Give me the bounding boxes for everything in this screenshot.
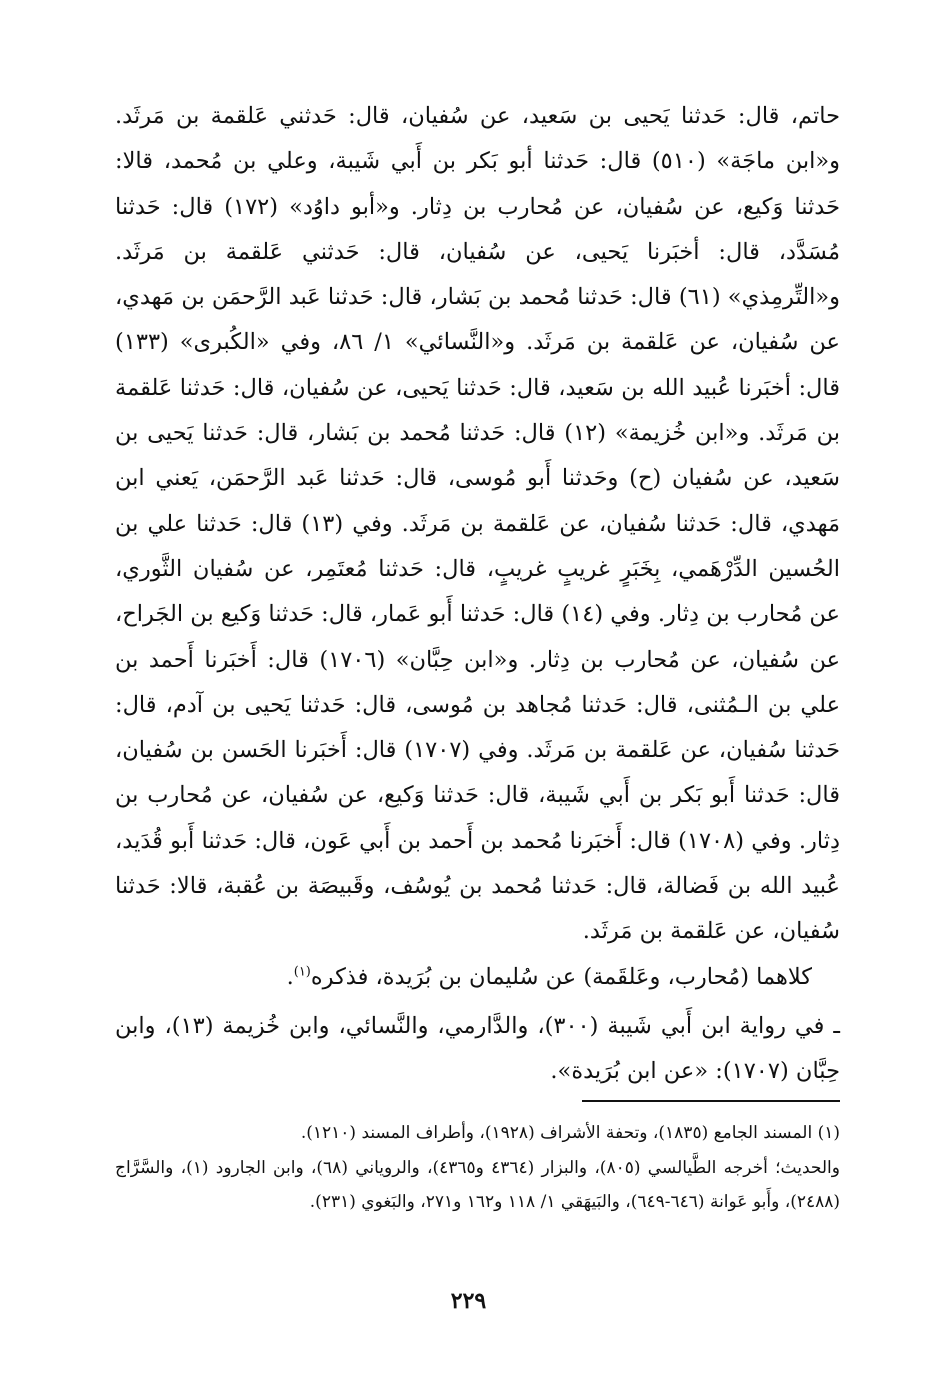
footnote-reference[interactable]: (١)	[293, 964, 311, 980]
footnote-2: والحديث؛ أخرجه الطَّيالسي (٨٠٥)، والبزار (٤٣٦٤ و٤٣٦٥)، والروياني (٦٨)، وابن الجارود (١)، والسَّرَّاج (٢٤٨٨)، وأَبو عَوانة (٦٤٦-٦٤٩)، والبَيهَقي ١/ ١١٨ و١٦٢ و٢٧١، والبَغوي (٢٣١).	[115, 1157, 840, 1212]
footnotes	[115, 1116, 840, 1220]
main-text	[115, 94, 840, 1095]
summary-paragraph	[115, 955, 840, 1000]
summary-end: .	[286, 963, 294, 990]
footnote-divider	[582, 1100, 840, 1102]
variant-note-paragraph: ـ في رواية ابن أَبي شَيبة (٣٠٠)، والدَّارمي، والنَّسائي، وابن خُزيمة (١٣)، وابن حِبَّان (١٧٠٧): «عن ابن بُرَيدة».	[115, 1012, 840, 1085]
page-number: ٢٢٩	[450, 1288, 487, 1314]
summary-text: كلاهما (مُحارب، وعَلقَمة) عن سُليمان بن بُرَيدة، فذكره	[310, 963, 812, 990]
footnote-1: (١) المسند الجامع (١٨٣٥)، وتحفة الأشراف (١٩٢٨)، وأطراف المسند (١٢١٠).	[300, 1123, 840, 1143]
hadith-chain-paragraph: حاتم، قال: حَدثنا يَحيى بن سَعيد، عن سُفيان، قال: حَدثني عَلقمة بن مَرثَد. و«ابن ماجَة» (٥١٠) قال: حَدثنا أبو بَكر بن أَبي شَيبة، وعلي بن مُحمد، قالا: حَدثنا وَكيع، عن سُفيان، عن مُحارب بن دِثار. و«أبو داوُد» (١٧٢) قال: حَدثنا مُسَدَّد، قال: أخبَرنا يَحيى، عن سُفيان، قال: حَدثني عَلقمة بن مَرثَد. و«التِّرمِذي» (٦١) قال: حَدثنا مُحمد بن بَشار، قال: حَدثنا عَبد الرَّحمَن بن مَهدي، عن سُفيان، عن عَلقمة بن مَرثَد. و«النَّسائي» ١/ ٨٦، وفي «الكُبرى» (١٣٣) قال: أخبَرنا عُبيد الله بن سَعيد، قال: حَدثنا يَحيى، عن سُفيان، قال: حَدثنا عَلقمة بن مَرثَد. و«ابن خُزيمة» (١٢) قال: حَدثنا مُحمد بن بَشار، قال: حَدثنا يَحيى بن سَعيد، عن سُفيان (ح) وحَدثنا أَبو مُوسى، قال: حَدثنا عَبد الرَّحمَن، يَعني ابن مَهدي، قال: حَدثنا سُفيان، عن عَلقمة بن مَرثَد. وفي (١٣) قال: حَدثنا علي بن الحُسين الدِّرْهَمي، بِخَبَرٍ غريبٍ غريبٍ، قال: حَدثنا مُعتَمِر، عن سُفيان الثَّوري، عن مُحارب بن دِثار. وفي (١٤) قال: حَدثنا أَبو عَمار، قال: حَدثنا وَكيع بن الجَراح، عن سُفيان، عن مُحارب بن دِثار. و«ابن حِبَّان» (١٧٠٦) قال: أَخبَرنا أَحمد بن علي بن الـمُثنى، قال: حَدثنا مُجاهد بن مُوسى، قال: حَدثنا يَحيى بن آدم، قال: حَدثنا سُفيان، عن عَلقمة بن مَرثَد. وفي (١٧٠٧) قال: أَخبَرنا الحَسن بن سُفيان، قال: حَدثنا أَبو بَكر بن أَبي شَيبة، قال: حَدثنا وَكيع، عن سُفيان، عن مُحارب بن دِثار. وفي (١٧٠٨) قال: أَخبَرنا مُحمد بن أَحمد بن أَبي عَون، قال: حَدثنا أَبو قُدَيد، عُبيد الله بن فَضالة، قال: حَدثنا مُحمد بن يُوسُف، وقَبيصَة بن عُقبة، قالا: حَدثنا سُفيان، عن عَلقمة بن مَرثَد.	[115, 103, 841, 945]
